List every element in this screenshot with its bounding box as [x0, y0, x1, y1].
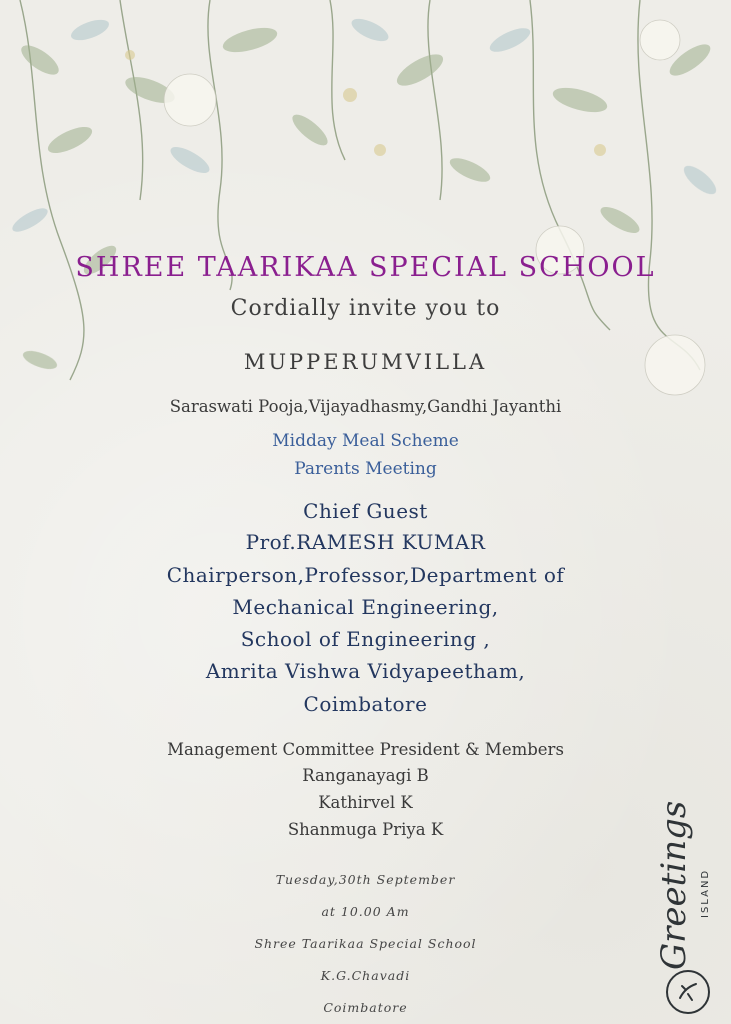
chief-guest-line: Mechanical Engineering, [232, 595, 499, 619]
chief-guest-heading: Chief Guest [303, 499, 428, 523]
committee-member: Ranganayagi B [302, 766, 429, 785]
chief-guest-line: School of Engineering , [240, 627, 491, 651]
event-venue: Shree Taarikaa Special School [254, 936, 477, 951]
occasions-text: Saraswati Pooja,Vijayadhasmy,Gandhi Jayanthi [169, 397, 562, 416]
meeting-text: Parents Meeting [294, 459, 437, 479]
greetings-island-watermark [654, 800, 724, 1020]
school-title: SHREE TAARIKAA SPECIAL SCHOOL [75, 252, 656, 283]
chief-guest-line: Amrita Vishwa Vidyapeetham, [205, 659, 526, 683]
chief-guest-name: Prof.RAMESH KUMAR [245, 530, 486, 554]
watermark-sub: ISLAND [700, 868, 711, 918]
committee-heading: Management Committee President & Members [167, 740, 564, 759]
committee-member: Kathirvel K [318, 793, 413, 812]
chief-guest-line: Coimbatore [303, 692, 428, 716]
event-date: Tuesday,30th September [275, 872, 456, 887]
chief-guest-line: Chairperson,Professor,Department of [166, 563, 565, 587]
watermark-brand: Greetings [654, 800, 694, 970]
event-time: at 10.00 Am [321, 904, 410, 919]
committee-member: Shanmuga Priya K [287, 820, 444, 839]
event-locality: K.G.Chavadi [320, 968, 411, 983]
event-city: Coimbatore [323, 1000, 408, 1015]
island-logo-icon [666, 970, 710, 1014]
event-name: MUPPERUMVILLA [243, 350, 488, 374]
scheme-text: Midday Meal Scheme [272, 431, 459, 451]
invitation-subtitle: Cordially invite you to [230, 296, 501, 321]
